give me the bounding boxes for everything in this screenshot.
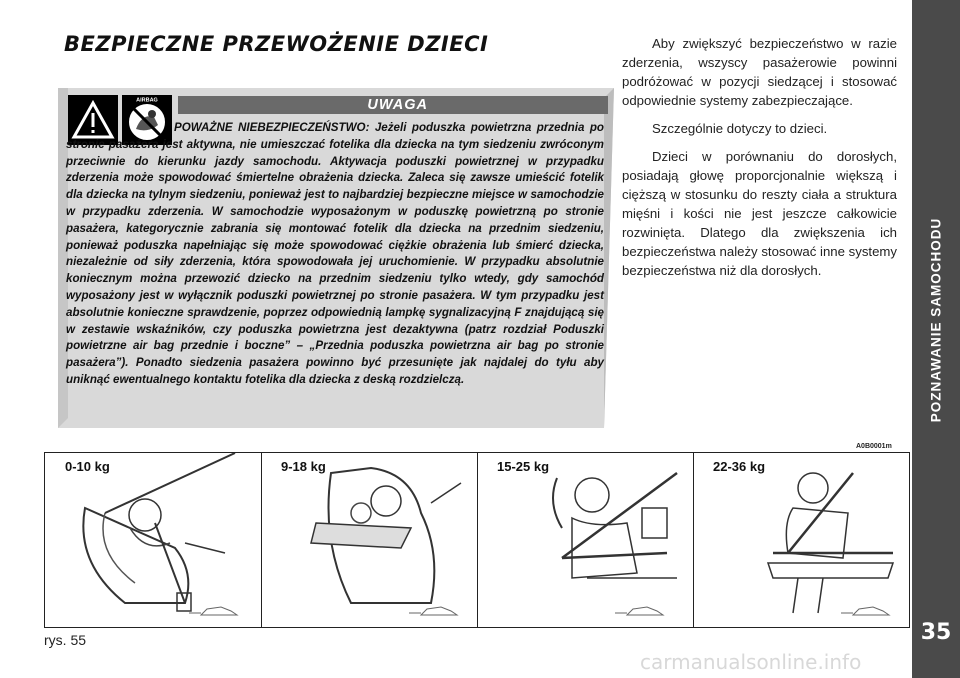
warning-header-bar [178,96,608,114]
watermark-footer: carmanualsonline.info [640,650,862,674]
intro-column [622,34,897,289]
panel-label-15-25: 15-25 kg [497,459,550,474]
intro-paragraph-3: Dzieci w porównaniu do dorosłych, posiadają głowę proporcjonalnie większą i cięższą w stosunku do reszty ciała a struktura mięśni i kości nie jest jeszcze całkowicie rozwinięta. Dlatego dla zwiększenia ich bezpieczeństwa należy stosować inne systemy bezpieczeństwa niż dla dorosłych. [622,149,897,278]
figure-caption: rys. 55 [44,632,87,648]
figure-panel-9-18kg [261,453,478,627]
child-seat-figure [44,452,910,628]
car-direction-icon [409,607,457,615]
figure-panel-22-36kg [693,453,909,627]
warning-label: UWAGA [367,97,428,113]
booster-seat-illustration [477,453,693,627]
airbag-icon-text: AIRBAG [136,97,158,104]
intro-paragraph-2: Szczególnie dotyczy to dzieci. [652,121,828,136]
panel-label-0-10: 0-10 kg [65,459,110,474]
intro-paragraph-1: Aby zwiększyć bezpieczeństwo w razie zderzenia, wszyscy pasażerowie powinni podróżować w pozycji siedzącej i stosować odpowiednie systemy zabezpieczające. [622,36,897,108]
car-direction-icon [189,607,237,615]
figure-code: A0B0001m [856,443,892,450]
warning-body: Jeżeli poduszka powietrzna przednia po stronie pasażera jest aktywna, nie umieszczać fotelika dla dziecka na tym siedzeniu zwróconym przeciwnie do kierunku jazdy samochodu. Aktywacja poduszki powietrznej w przypadku zderzenia może spowodować śmiertelne obrażenia dziecka. Zaleca się zawsze umieścić fotelik dla dziecka na tylnym siedzeniu, ponieważ jest to najbardziej bezpieczne miejsce w samochodzie w przypadku zderzenia. W samochodzie wyposażonym w poduszkę powietrzną po stronie pasażera, kategorycznie zabrania się montować fotelik dla dziecka na przednim siedzeniu, ponieważ poduszka napełniając się może spowodować ciężkie obrażenia lub śmierć dziecka, niezależnie od siły zderzenia, która spowodowała jej uruchomienie. W przypadku absolutnie koniecznym można przewozić dziecko na przednim siedzeniu tylko wtedy, gdy samochód wyposażony jest w wyłącznik poduszki powietrznej po stronie pasażera. W tym przypadku jest absolutnie konieczne sprawdzenie, poprzez odpowiednią lampkę sygnalizacyjną F znajdującą się w zestawie wskaźników, czy poduszka powietrzna jest dezaktywna (patrz rozdział Poduszki powietrzne air bag przednie i boczne” – „Przednia poduszka powietrzna air bag po stronie pasażera”). Ponadto siedzenia pasażera powinno być przesunięte jak najdalej do tyłu aby uniknąć ewentualnego kontaktu fotelika dla dziecka z deską rozdzielczą. [66,121,604,386]
warning-text [66,120,604,389]
page-number: 35 [920,620,952,645]
car-direction-icon [841,607,889,615]
warning-lead: POWAŻNE NIEBEZPIECZEŃSTWO: [174,121,370,134]
panel-label-22-36: 22-36 kg [713,459,766,474]
child-seat-with-tray-illustration [261,453,477,627]
page-title: BEZPIECZNE PRZEWOŻENIE DZIECI [64,32,489,56]
figure-panel-15-25kg [477,453,694,627]
figure-panel-0-10kg [45,453,262,627]
rear-facing-infant-seat-illustration [45,453,261,627]
section-title: POZNAWANIE SAMOCHODU [928,217,944,423]
car-direction-icon [615,607,663,615]
panel-label-9-18: 9-18 kg [281,459,326,474]
booster-cushion-illustration [693,453,909,627]
